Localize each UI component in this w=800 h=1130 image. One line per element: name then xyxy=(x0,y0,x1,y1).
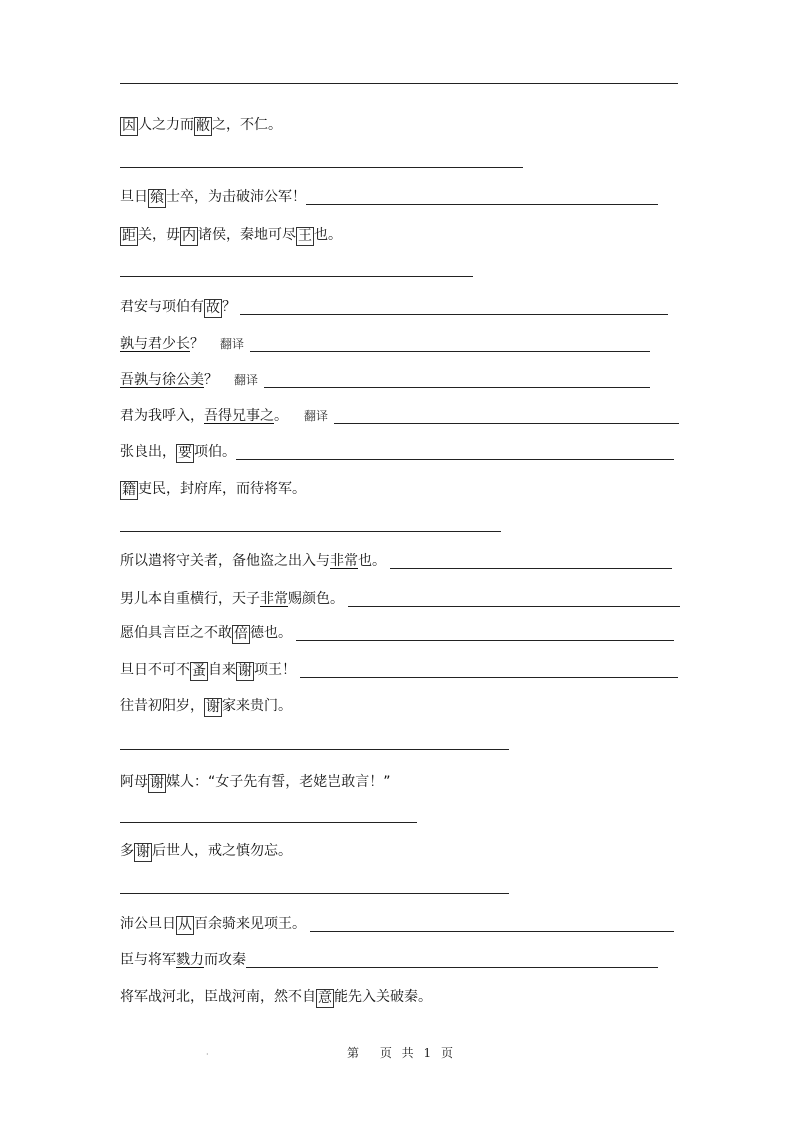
sentence-1 xyxy=(120,114,282,136)
sentence-text: 后世人，戒之慎勿忘。 xyxy=(152,843,292,859)
marked-char: 王 xyxy=(298,228,312,244)
sentence-text: 愿伯具言臣之不敢 xyxy=(120,625,232,641)
sentence-13 xyxy=(120,659,678,681)
answer-blank[interactable] xyxy=(300,663,678,678)
sentence-text: ？ xyxy=(190,336,204,352)
sentence-text: ？ xyxy=(204,372,218,388)
sentence-18 xyxy=(120,949,658,971)
answer-blank[interactable] xyxy=(120,822,417,823)
sentence-text: 旦日 xyxy=(120,189,148,205)
sentence-text: 旦日不可不 xyxy=(120,662,190,678)
footer-gong: 共 xyxy=(401,1046,414,1060)
answer-blank[interactable] xyxy=(236,445,674,460)
sentence-text: 吏民，封府库，而待将军。 xyxy=(138,481,306,497)
sentence-text: 关，毋 xyxy=(138,227,180,243)
sentence-19 xyxy=(120,986,432,1008)
answer-blank[interactable] xyxy=(296,626,674,641)
sentence-text: 。 xyxy=(274,408,288,424)
sentence-6 xyxy=(120,369,650,391)
sentence-text: 诸侯，秦地可尽 xyxy=(198,227,296,243)
answer-blank[interactable] xyxy=(250,337,650,352)
sentence-11 xyxy=(120,588,680,610)
sentence-text: 阿母 xyxy=(120,774,148,790)
marked-char: 飨 xyxy=(150,190,164,206)
answer-blank[interactable] xyxy=(120,167,523,168)
sentence-text: 多 xyxy=(120,843,134,859)
sentence-text: 项王！ xyxy=(254,662,296,678)
translate-label: 翻译 xyxy=(220,337,245,351)
marked-char: 内 xyxy=(182,228,196,244)
sentence-14 xyxy=(120,695,292,717)
sentence-8 xyxy=(120,441,674,463)
sentence-text: 德也。 xyxy=(250,625,292,641)
footer-num: 1 xyxy=(423,1046,432,1060)
footer-dot: · xyxy=(206,1050,209,1059)
sentence-17 xyxy=(120,913,674,935)
answer-blank[interactable] xyxy=(310,917,674,932)
underlined-phrase: 吾得兄事之 xyxy=(204,408,274,424)
answer-blank[interactable] xyxy=(306,190,658,205)
marked-char: 谢 xyxy=(150,775,164,791)
answer-blank[interactable] xyxy=(120,749,509,750)
sentence-text: 君为我呼入， xyxy=(120,408,204,424)
marked-char: 敝 xyxy=(196,118,210,134)
top-answer-line xyxy=(120,83,678,84)
answer-blank[interactable] xyxy=(246,953,658,968)
sentence-text: 百余骑来见项王。 xyxy=(194,916,306,932)
sentence-10 xyxy=(120,550,672,572)
sentence-text: 而攻秦 xyxy=(204,952,246,968)
sentence-text: 人之力而 xyxy=(138,117,194,133)
answer-blank[interactable] xyxy=(120,531,501,532)
sentence-16 xyxy=(120,840,292,862)
sentence-text: 将军战河北，臣战河南，然不自 xyxy=(120,989,316,1005)
underlined-phrase: 吾孰与徐公美 xyxy=(120,372,204,388)
footer-di: 第 xyxy=(346,1046,359,1060)
underlined-phrase: 戮力 xyxy=(176,952,204,968)
sentence-text: ？ xyxy=(222,299,236,315)
sentence-text: 男儿本自重横行，天子 xyxy=(120,591,260,607)
sentence-text: 之，不仁。 xyxy=(212,117,282,133)
translate-label: 翻译 xyxy=(304,409,329,423)
sentence-text: 往昔初阳岁， xyxy=(120,698,204,714)
marked-char: 要 xyxy=(178,445,192,461)
sentence-text: 自来 xyxy=(208,662,236,678)
sentence-text: 士卒，为击破沛公军！ xyxy=(166,189,306,205)
marked-char: 从 xyxy=(178,917,192,933)
sentence-text: 君安与项伯有 xyxy=(120,299,204,315)
sentence-5 xyxy=(120,333,650,355)
sentence-text: 也。 xyxy=(358,553,386,569)
marked-char: 谢 xyxy=(238,663,252,679)
underlined-phrase: 非常 xyxy=(330,553,358,569)
marked-char: 谢 xyxy=(206,699,220,715)
sentence-text: 臣与将军 xyxy=(120,952,176,968)
sentence-text: 项伯。 xyxy=(194,444,236,460)
sentence-text: 媒人：“女子先有誓，老姥岂敢言！” xyxy=(166,774,391,790)
marked-char: 距 xyxy=(122,228,136,244)
underlined-phrase: 孰与君少长 xyxy=(120,336,190,352)
sentence-text: 张良出， xyxy=(120,444,176,460)
sentence-text: 沛公旦日 xyxy=(120,916,176,932)
answer-blank[interactable] xyxy=(390,554,672,569)
sentence-7 xyxy=(120,405,679,427)
answer-blank[interactable] xyxy=(120,276,473,277)
sentence-text: 也。 xyxy=(314,227,342,243)
footer-ye1: 页 xyxy=(379,1046,392,1060)
underlined-phrase: 非常 xyxy=(260,591,288,607)
answer-blank[interactable] xyxy=(334,409,679,424)
marked-char: 故 xyxy=(206,300,220,316)
sentence-text: 赐颜色。 xyxy=(288,591,344,607)
sentence-2 xyxy=(120,186,658,208)
footer-ye2: 页 xyxy=(440,1046,453,1060)
marked-char: 谢 xyxy=(136,844,150,860)
answer-blank[interactable] xyxy=(240,300,668,315)
page-footer xyxy=(0,1044,800,1061)
sentence-15 xyxy=(120,771,391,793)
sentence-3 xyxy=(120,224,342,246)
answer-blank[interactable] xyxy=(120,893,509,894)
sentence-9 xyxy=(120,478,306,500)
sentence-text: 能先入关破秦。 xyxy=(334,989,432,1005)
sentence-text: 家来贵门。 xyxy=(222,698,292,714)
marked-char: 意 xyxy=(318,990,332,1006)
marked-char: 籍 xyxy=(122,482,136,498)
marked-char: 因 xyxy=(122,118,136,134)
sentence-12 xyxy=(120,622,674,644)
marked-char: 倍 xyxy=(234,626,248,642)
answer-blank[interactable] xyxy=(264,373,650,388)
sentence-text: 所以遣将守关者，备他盗之出入与 xyxy=(120,553,330,569)
marked-char: 蚤 xyxy=(192,663,206,679)
sentence-4 xyxy=(120,296,668,318)
translate-label: 翻译 xyxy=(234,373,259,387)
answer-blank[interactable] xyxy=(348,592,680,607)
